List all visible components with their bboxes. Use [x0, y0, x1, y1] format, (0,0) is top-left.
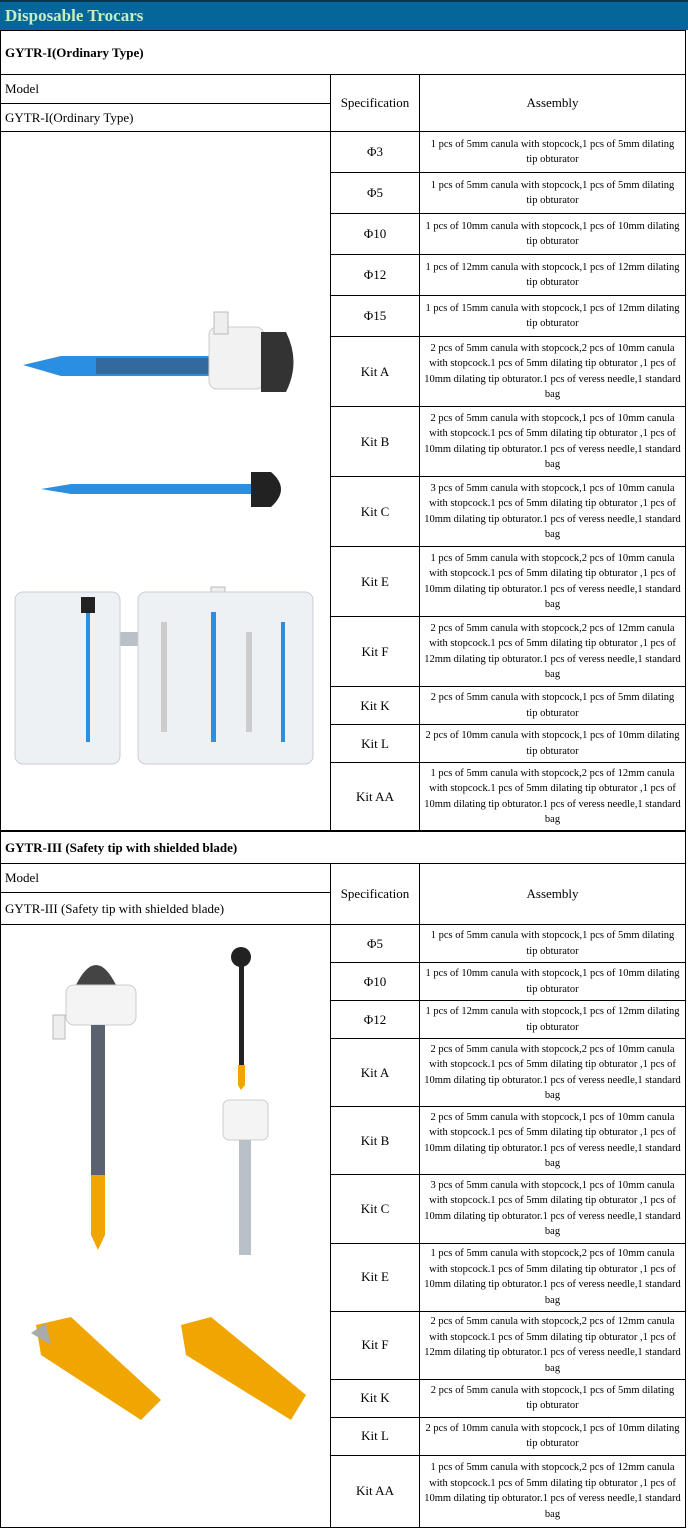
assembly-cell: 2 pcs of 5mm canula with stopcock,2 pcs of 12mm canula with stopcock.1 pcs of 5mm dilating tip obturator ,1 pcs of 12mm dilating tip obturator.1 pcs of veress needle,1 standard bag: [420, 617, 686, 687]
assembly-cell: 1 pcs of 5mm canula with stopcock,2 pcs of 12mm canula with stopcock.1 pcs of 5mm dilating tip obturator ,1 pcs of 10mm dilating tip obturator.1 pcs of veress needle,1 standard bag: [420, 763, 686, 831]
product-image-cell: [1, 925, 331, 1528]
spec-cell: Kit E: [331, 547, 420, 617]
spec-cell: Φ12: [331, 1001, 420, 1039]
safety-tip-closeup-left: [31, 1317, 161, 1420]
spec-cell: Kit L: [331, 1417, 420, 1455]
spec-cell: Φ5: [331, 925, 420, 963]
spec-cell: Kit C: [331, 1175, 420, 1243]
specification-header: Specification: [331, 75, 420, 132]
assembly-cell: 2 pcs of 5mm canula with stopcock,1 pcs of 10mm canula with stopcock.1 pcs of 5mm dilating tip obturator ,1 pcs of 10mm dilating tip obturator.1 pcs of veress needle,1 standard bag: [420, 1107, 686, 1175]
assembly-cell: 1 pcs of 5mm canula with stopcock,1 pcs of 5mm dilating tip obturator: [420, 173, 686, 214]
product-image-safety-trocars: [1, 925, 329, 1527]
obturator-blue: [41, 472, 281, 507]
assembly-cell: 1 pcs of 5mm canula with stopcock,1 pcs of 5mm dilating tip obturator: [420, 925, 686, 963]
trocar-safety-assembled: [53, 965, 136, 1250]
assembly-cell: 2 pcs of 5mm canula with stopcock,1 pcs of 10mm canula with stopcock.1 pcs of 5mm dilating tip obturator ,1 pcs of 10mm dilating tip obturator.1 pcs of veress needle,1 standard bag: [420, 407, 686, 477]
spec-cell: Φ12: [331, 255, 420, 296]
assembly-cell: 3 pcs of 5mm canula with stopcock,1 pcs of 10mm canula with stopcock.1 pcs of 5mm dilating tip obturator ,1 pcs of 10mm dilating tip obturator.1 pcs of veress needle,1 standard bag: [420, 1175, 686, 1243]
spec-cell: Kit L: [331, 725, 420, 763]
product-tables: [0, 30, 688, 1528]
model-label: Model: [1, 864, 331, 893]
product-image-cell: [1, 132, 331, 831]
assembly-cell: 2 pcs of 5mm canula with stopcock,2 pcs of 12mm canula with stopcock.1 pcs of 5mm dilating tip obturator ,1 pcs of 12mm dilating tip obturator.1 pcs of veress needle,1 standard bag: [420, 1311, 686, 1379]
spec-cell: Kit C: [331, 477, 420, 547]
title-bar: [0, 0, 688, 30]
model-value: GYTR-I(Ordinary Type): [1, 104, 331, 132]
assembly-cell: 1 pcs of 5mm canula with stopcock,2 pcs of 12mm canula with stopcock.1 pcs of 5mm dilating tip obturator ,1 pcs of 10mm dilating tip obturator.1 pcs of veress needle,1 standard bag: [420, 1455, 686, 1527]
assembly-cell: 1 pcs of 10mm canula with stopcock,1 pcs of 10mm dilating tip obturator: [420, 214, 686, 255]
spec-cell: Kit F: [331, 1311, 420, 1379]
assembly-cell: 1 pcs of 15mm canula with stopcock,1 pcs of 12mm dilating tip obturator: [420, 296, 686, 337]
spec-cell: Kit A: [331, 1039, 420, 1107]
section-heading: GYTR-III (Safety tip with shielded blade): [1, 832, 686, 864]
spec-cell: Φ15: [331, 296, 420, 337]
spec-cell: Kit AA: [331, 1455, 420, 1527]
product-image-ordinary-trocars: [1, 132, 329, 829]
spec-cell: Kit B: [331, 407, 420, 477]
assembly-cell: 3 pcs of 5mm canula with stopcock,1 pcs of 10mm canula with stopcock.1 pcs of 5mm dilating tip obturator ,1 pcs of 10mm dilating tip obturator.1 pcs of veress needle,1 standard bag: [420, 477, 686, 547]
model-value: GYTR-III (Safety tip with shielded blade): [1, 893, 331, 925]
spec-cell: Φ3: [331, 132, 420, 173]
assembly-cell: 1 pcs of 12mm canula with stopcock,1 pcs of 12mm dilating tip obturator: [420, 255, 686, 296]
safety-tip-closeup-right: [181, 1317, 306, 1420]
spec-cell: Kit E: [331, 1243, 420, 1311]
spec-cell: Φ10: [331, 214, 420, 255]
spec-cell: Φ5: [331, 173, 420, 214]
kit-tray-large: [138, 592, 313, 764]
assembly-cell: 1 pcs of 5mm canula with stopcock,2 pcs of 10mm canula with stopcock.1 pcs of 5mm dilating tip obturator ,1 pcs of 10mm dilating tip obturator.1 pcs of veress needle,1 standard bag: [420, 1243, 686, 1311]
table-row: [1, 925, 686, 963]
model-label: Model: [1, 75, 331, 104]
section-heading: GYTR-I(Ordinary Type): [1, 31, 686, 75]
spec-table: [0, 30, 686, 831]
spec-cell: Φ10: [331, 963, 420, 1001]
assembly-cell: 2 pcs of 5mm canula with stopcock,1 pcs of 5mm dilating tip obturator: [420, 687, 686, 725]
spec-cell: Kit AA: [331, 763, 420, 831]
specification-header: Specification: [331, 864, 420, 925]
assembly-cell: 1 pcs of 10mm canula with stopcock,1 pcs of 10mm dilating tip obturator: [420, 963, 686, 1001]
assembly-cell: 1 pcs of 12mm canula with stopcock,1 pcs of 12mm dilating tip obturator: [420, 1001, 686, 1039]
spec-table: [0, 831, 686, 1528]
spec-cell: Kit K: [331, 1379, 420, 1417]
assembly-cell: 1 pcs of 5mm canula with stopcock,1 pcs of 5mm dilating tip obturator: [420, 132, 686, 173]
spec-cell: Kit K: [331, 687, 420, 725]
assembly-cell: 2 pcs of 10mm canula with stopcock,1 pcs of 10mm dilating tip obturator: [420, 725, 686, 763]
assembly-header: Assembly: [420, 75, 686, 132]
assembly-cell: 2 pcs of 5mm canula with stopcock,1 pcs of 5mm dilating tip obturator: [420, 1379, 686, 1417]
assembly-cell: 1 pcs of 5mm canula with stopcock,2 pcs of 10mm canula with stopcock.1 pcs of 5mm dilating tip obturator ,1 pcs of 10mm dilating tip obturator.1 pcs of veress needle,1 standard bag: [420, 547, 686, 617]
table-row: [1, 132, 686, 173]
kit-tray-small: [15, 592, 120, 764]
obturator-safety: [231, 947, 251, 1090]
trocar-safety-metal: [223, 1100, 268, 1255]
spec-cell: Kit A: [331, 337, 420, 407]
assembly-cell: 2 pcs of 5mm canula with stopcock,2 pcs of 10mm canula with stopcock.1 pcs of 5mm dilating tip obturator ,1 pcs of 10mm dilating tip obturator.1 pcs of veress needle,1 standard bag: [420, 337, 686, 407]
trocar-blue-assembled: [23, 312, 294, 392]
spec-cell: Kit F: [331, 617, 420, 687]
assembly-header: Assembly: [420, 864, 686, 925]
assembly-cell: 2 pcs of 5mm canula with stopcock,2 pcs of 10mm canula with stopcock.1 pcs of 5mm dilating tip obturator ,1 pcs of 10mm dilating tip obturator.1 pcs of veress needle,1 standard bag: [420, 1039, 686, 1107]
spec-cell: Kit B: [331, 1107, 420, 1175]
page-title: Disposable Trocars: [5, 6, 144, 25]
assembly-cell: 2 pcs of 10mm canula with stopcock,1 pcs of 10mm dilating tip obturator: [420, 1417, 686, 1455]
